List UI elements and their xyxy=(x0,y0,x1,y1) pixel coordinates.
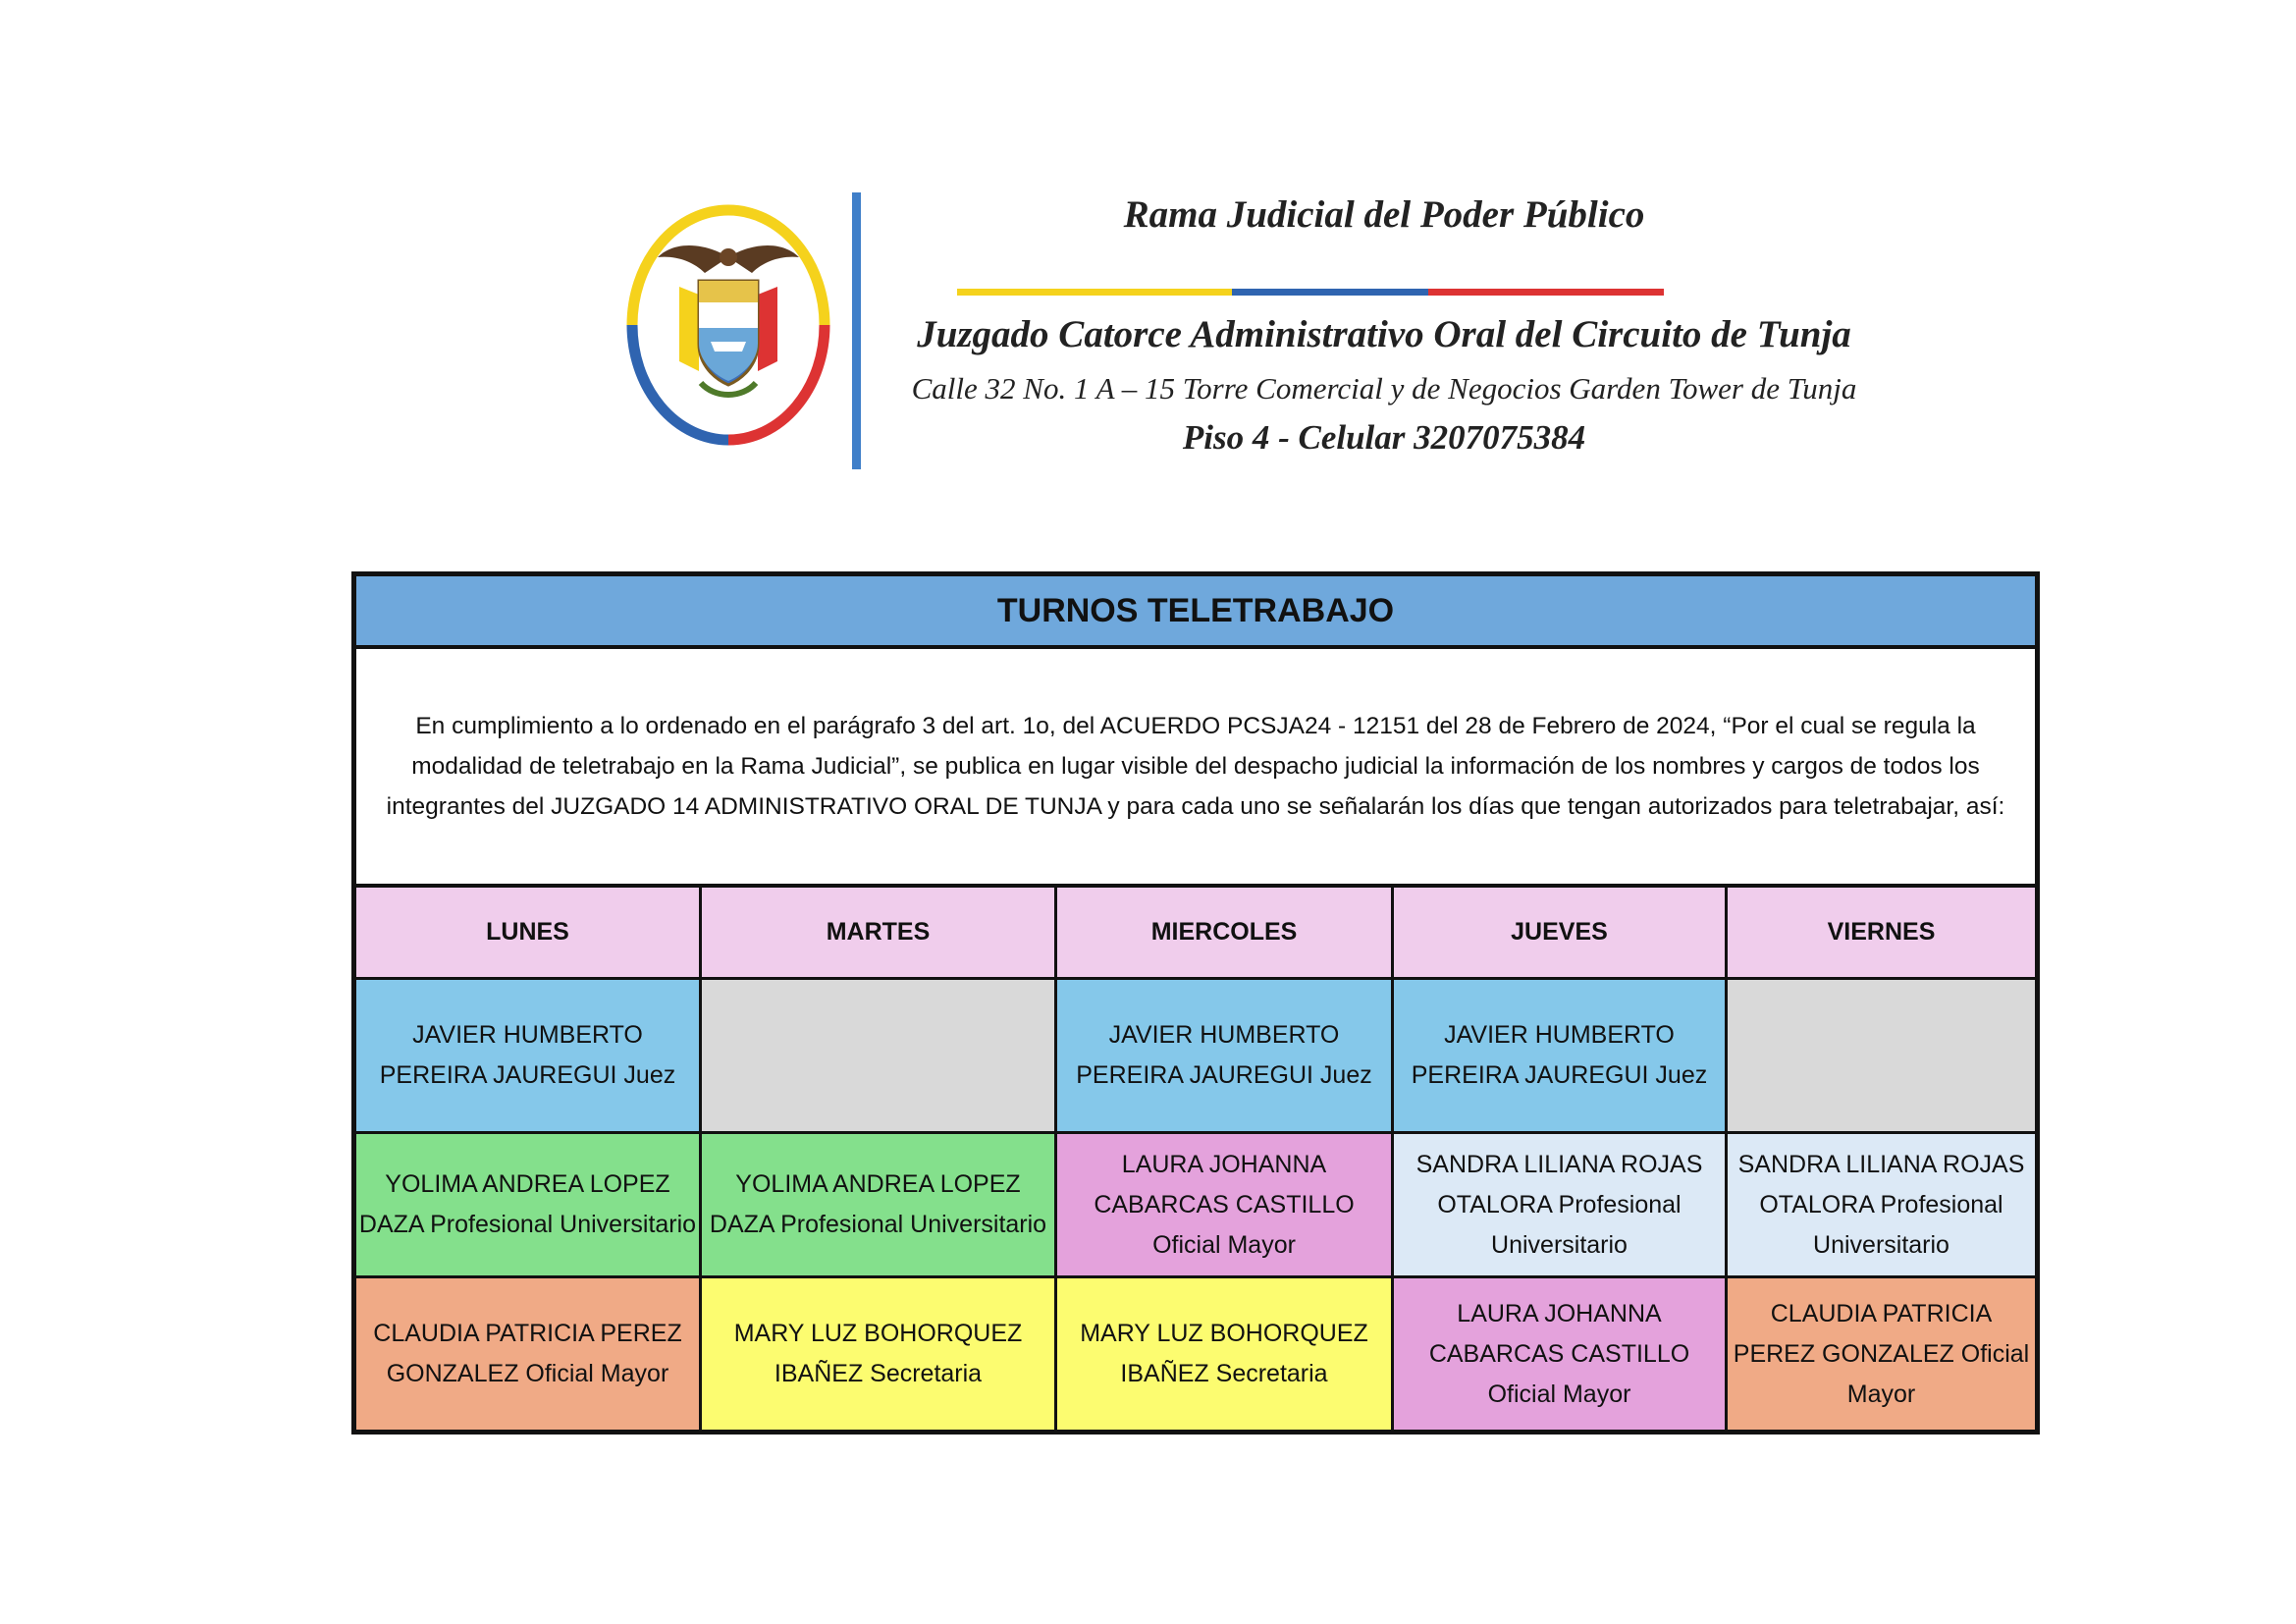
schedule-cell xyxy=(1057,1134,1394,1278)
schedule-cell xyxy=(356,1278,702,1430)
table-row xyxy=(356,1134,2035,1278)
cell-text: JAVIER HUMBERTO PEREIRA JAUREGUI Juez xyxy=(1411,1021,1708,1089)
tricolor-blue xyxy=(1232,289,1428,296)
schedule-cell xyxy=(702,980,1057,1134)
cell-text: SANDRA LILIANA ROJAS OTALORA Profesional Universitario xyxy=(1415,1150,1703,1259)
cell-text: MARY LUZ BOHORQUEZ IBAÑEZ Secretaria xyxy=(1080,1320,1368,1387)
cell-text: CLAUDIA PATRICIA PEREZ GONZALEZ Oficial Mayor xyxy=(373,1320,682,1387)
day-header-row xyxy=(356,888,2035,980)
tricolor-yellow xyxy=(957,289,1232,296)
schedule-intro xyxy=(356,649,2035,888)
schedule-title: TURNOS TELETRABAJO xyxy=(356,576,2035,649)
schedule-cell xyxy=(356,980,702,1134)
letterhead-divider xyxy=(852,192,861,469)
cell-text: YOLIMA ANDREA LOPEZ DAZA Profesional Universitario xyxy=(358,1170,697,1238)
schedule-cell xyxy=(702,1134,1057,1278)
colombia-coat-of-arms-icon xyxy=(616,196,840,454)
day-header-jueves: JUEVES xyxy=(1394,888,1728,980)
schedule-cell xyxy=(702,1278,1057,1430)
tricolor-line xyxy=(957,289,1762,296)
letterhead-floor-phone: Piso 4 - Celular 3207075384 xyxy=(1182,418,1586,457)
schedule-cell xyxy=(1728,1134,2035,1278)
cell-text: JAVIER HUMBERTO PEREIRA JAUREGUI Juez xyxy=(1076,1021,1372,1089)
cell-text: YOLIMA ANDREA LOPEZ DAZA Profesional Universitario xyxy=(709,1170,1047,1238)
day-header-viernes: VIERNES xyxy=(1728,888,2035,980)
schedule-cell xyxy=(1728,1278,2035,1430)
schedule-cell xyxy=(1394,1278,1728,1430)
cell-text: LAURA JOHANNA CABARCAS CASTILLO Oficial Mayor xyxy=(1094,1150,1355,1259)
schedule-intro-text: En cumplimiento a lo ordenado en el parágrafo 3 del art. 1o, del ACUERDO PCSJA24 - 12151 del 28 de Febrero de 2024, “Por el cual se regula la modalidad de teletrabajo en la Rama Judicial”, se publica en lugar visible del despacho judicial la información de los nombres y cargos de todos los integrantes del JUZGADO 14 ADMINISTRATIVO ORAL DE TUNJA y para cada uno se señalarán los días que tengan autorizados para teletrabajar, así: xyxy=(386,713,2005,820)
schedule-cell xyxy=(356,1134,702,1278)
cell-text: LAURA JOHANNA CABARCAS CASTILLO Oficial Mayor xyxy=(1428,1299,1690,1408)
day-header-martes: MARTES xyxy=(702,888,1057,980)
letterhead-title: Rama Judicial del Poder Público xyxy=(1123,193,1645,236)
cell-text: CLAUDIA PATRICIA PEREZ GONZALEZ Oficial Mayor xyxy=(1733,1299,2030,1408)
cell-text: JAVIER HUMBERTO PEREIRA JAUREGUI Juez xyxy=(379,1021,676,1089)
tricolor-red xyxy=(1428,289,1664,296)
day-header-miercoles: MIERCOLES xyxy=(1057,888,1394,980)
schedule-cell xyxy=(1057,1278,1394,1430)
schedule-cell xyxy=(1394,980,1728,1134)
schedule-cell xyxy=(1394,1134,1728,1278)
cell-text: SANDRA LILIANA ROJAS OTALORA Profesional Universitario xyxy=(1737,1150,2025,1259)
schedule-cell xyxy=(1728,980,2035,1134)
telework-schedule-table xyxy=(351,571,2040,1435)
schedule-cell xyxy=(1057,980,1394,1134)
letterhead-court: Juzgado Catorce Administrativo Oral del Circuito de Tunja xyxy=(917,313,1851,355)
letterhead-address: Calle 32 No. 1 A – 15 Torre Comercial y de Negocios Garden Tower de Tunja xyxy=(911,371,1857,406)
table-row xyxy=(356,1278,2035,1430)
day-header-lunes: LUNES xyxy=(356,888,702,980)
table-row xyxy=(356,980,2035,1134)
cell-text: MARY LUZ BOHORQUEZ IBAÑEZ Secretaria xyxy=(733,1320,1023,1387)
